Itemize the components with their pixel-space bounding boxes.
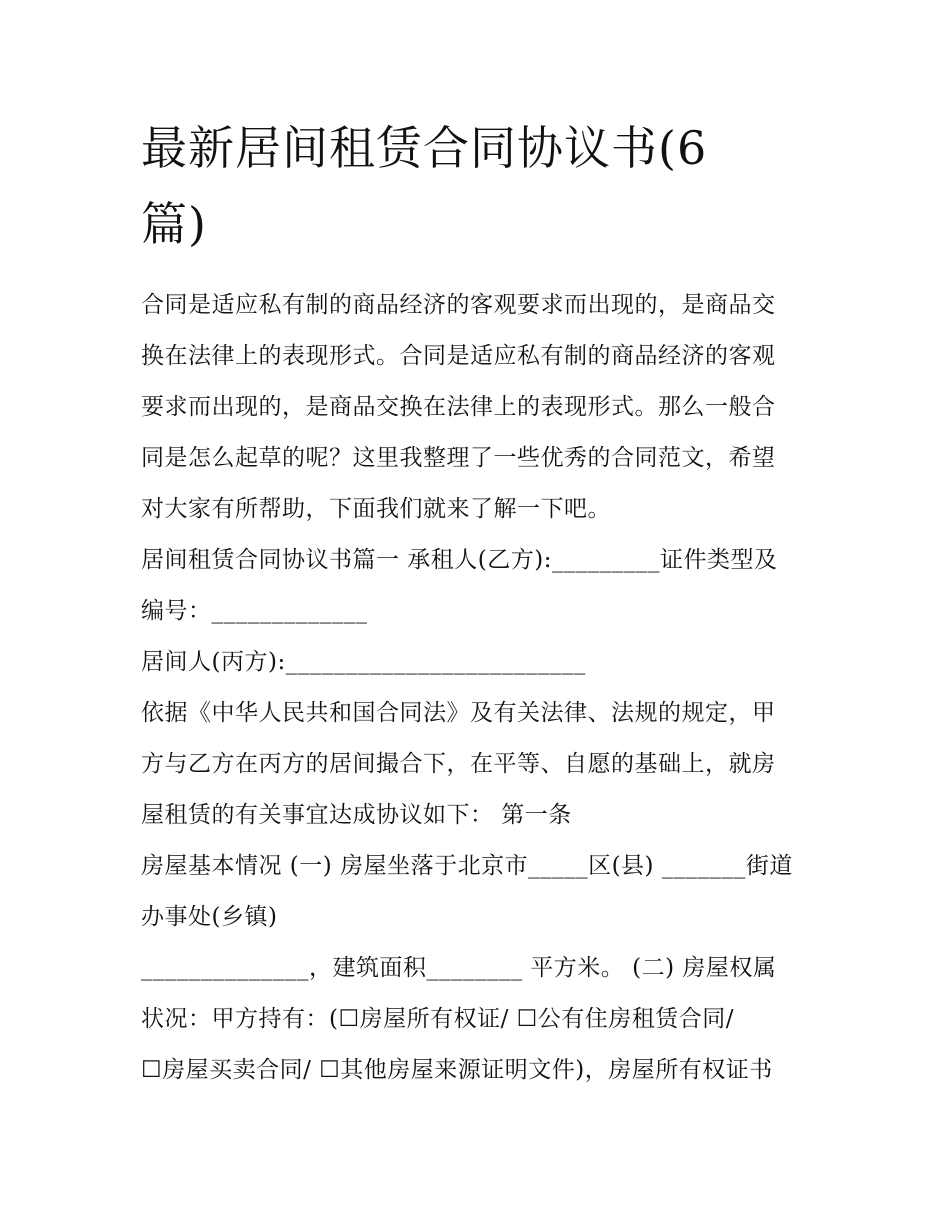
body-line: 屋租赁的有关事宜达成协议如下： 第一条 (141, 802, 572, 828)
body-line: 居间人(丙方):_________________________ (141, 649, 586, 675)
body-line: ______________，建筑面积________ 平方米。 (二) 房屋权属 (141, 955, 777, 981)
body-line: 要求而出现的，是商品交换在法律上的表现形式。那么一般合 (141, 394, 776, 420)
title-line-1: 最新居间租赁合同协议书(6 (141, 121, 708, 175)
document-body (141, 280, 813, 1096)
title-line-2: 篇) (141, 197, 207, 251)
document-title (141, 110, 813, 262)
body-line: 办事处(乡镇) (141, 904, 278, 930)
body-line: 编号：_____________ (141, 598, 368, 624)
body-line: 居间租赁合同协议书篇一 承租人(乙方):_________证件类型及 (141, 547, 778, 573)
body-line: 合同是适应私有制的商品经济的客观要求而出现的，是商品交 (141, 292, 776, 318)
body-line: 同是怎么起草的呢？这里我整理了一些优秀的合同范文，希望 (141, 445, 776, 471)
body-line: 房屋基本情况 (一) 房屋坐落于北京市_____区(县) _______街道 (141, 853, 793, 879)
body-line: 状况：甲方持有：(☐房屋所有权证/ ☐公有住房租赁合同/ (141, 1006, 735, 1032)
body-line: 对大家有所帮助，下面我们就来了解一下吧。 (141, 496, 611, 522)
body-line: 方与乙方在丙方的居间撮合下，在平等、自愿的基础上，就房 (141, 751, 776, 777)
document-page (141, 110, 813, 1096)
body-line: 依据《中华人民共和国合同法》及有关法律、法规的规定，甲 (141, 700, 776, 726)
body-line: ☐房屋买卖合同/ ☐其他房屋来源证明文件)，房屋所有权证书 (141, 1057, 773, 1083)
body-line: 换在法律上的表现形式。合同是适应私有制的商品经济的客观 (141, 343, 776, 369)
